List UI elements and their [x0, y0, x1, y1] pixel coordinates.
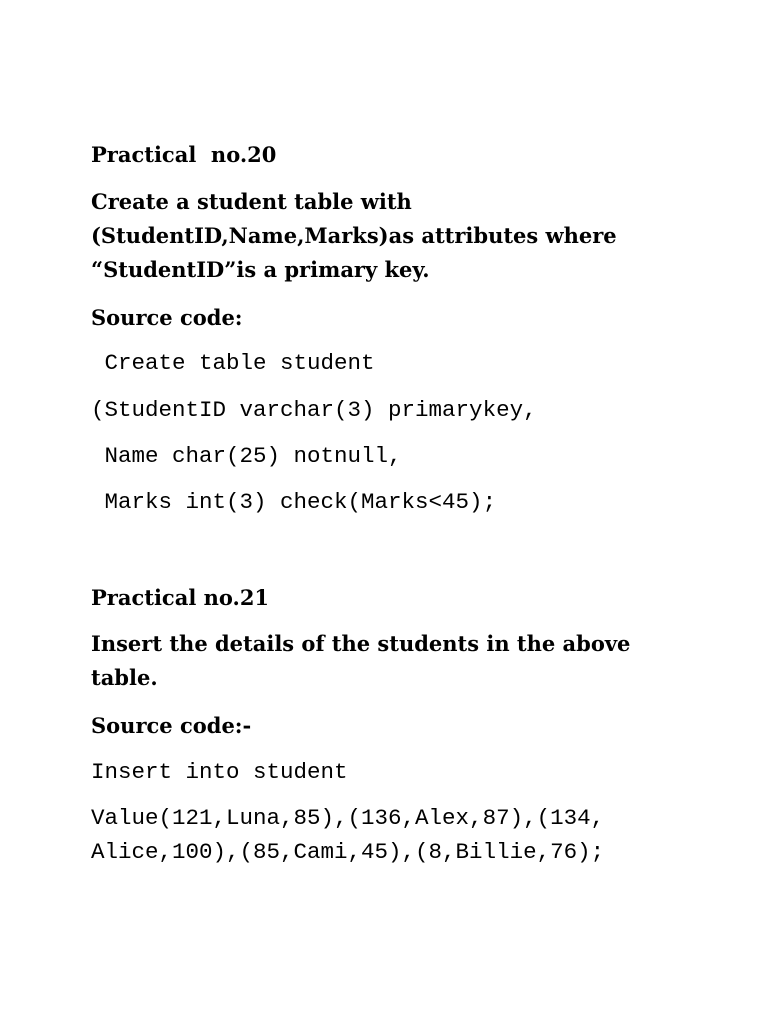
practical-21-source-label: Source code:- — [91, 713, 252, 738]
practical-20-code-line-2: (StudentID varchar(3) primarykey, — [91, 397, 537, 423]
practical-21-title: Practical no.21 — [91, 585, 270, 610]
practical-21-task-line-1: Insert the details of the students in the above — [91, 631, 631, 656]
practical-20-code-line-1: Create table student — [91, 350, 375, 376]
practical-20-code-line-3: Name char(25) notnull, — [91, 443, 402, 469]
practical-20-task-line-3: “StudentID”is a primary key. — [91, 257, 430, 282]
practical-21-code-line-1: Insert into student — [91, 759, 348, 785]
practical-21-code-line-2: Value(121,Luna,85),(136,Alex,87),(134, — [91, 805, 605, 831]
practical-20-source-label: Source code: — [91, 305, 243, 330]
practical-21-code-line-3: Alice,100),(85,Cami,45),(8,Billie,76); — [91, 839, 605, 865]
practical-20-task — [91, 185, 617, 287]
practical-20-code-line-4: Marks int(3) check(Marks<45); — [91, 489, 497, 515]
practical-21-task-line-2: table. — [91, 665, 158, 690]
practical-21-code-insert-values — [91, 801, 604, 869]
practical-20-task-line-2: (StudentID,Name,Marks)as attributes where — [91, 223, 617, 248]
practical-20-title: Practical no.20 — [91, 142, 277, 167]
practical-21-task — [91, 627, 630, 695]
practical-20-task-line-1: Create a student table with — [91, 189, 412, 214]
